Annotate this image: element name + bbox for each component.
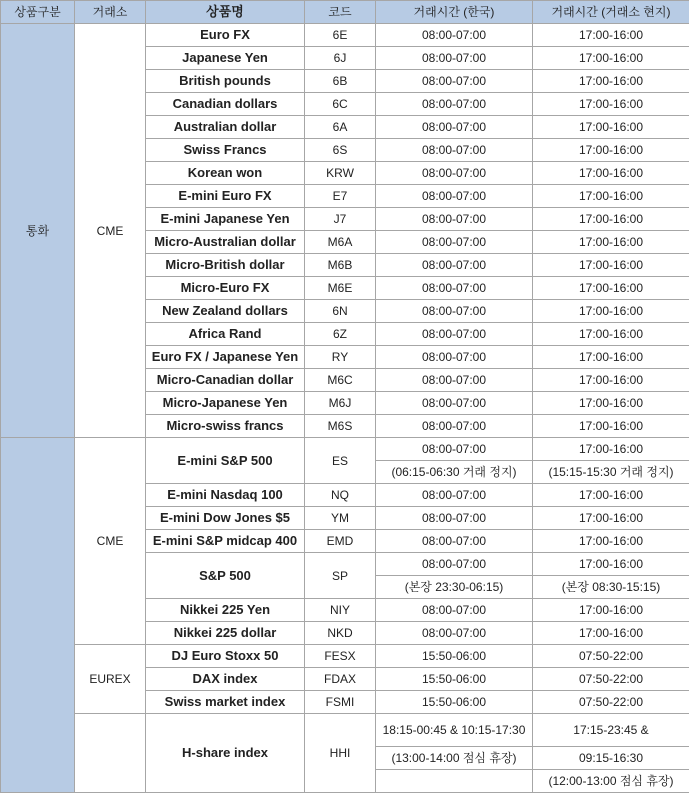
- product-code: M6B: [305, 254, 376, 277]
- hours-local: 07:50-22:00: [533, 691, 689, 714]
- product-name: Micro-swiss francs: [146, 415, 305, 438]
- product-name: Nikkei 225 Yen: [146, 599, 305, 622]
- hours-local: 17:00-16:00: [533, 622, 689, 645]
- hours-kr: 15:50-06:00: [376, 691, 533, 714]
- header-row: [1, 1, 689, 24]
- hours-kr: 08:00-07:00: [376, 70, 533, 93]
- product-name: DAX index: [146, 668, 305, 691]
- header-code: 코드: [305, 1, 376, 24]
- hours-local: 17:00-16:00: [533, 553, 689, 576]
- hours-kr: 08:00-07:00: [376, 185, 533, 208]
- product-name: New Zealand dollars: [146, 300, 305, 323]
- hours-kr: 18:15-00:45 & 10:15-17:30: [376, 714, 533, 747]
- hours-kr-note: (06:15-06:30 거래 정지): [376, 461, 533, 484]
- product-name: E-mini S&P 500: [146, 438, 305, 484]
- hours-kr: 08:00-07:00: [376, 369, 533, 392]
- hours-local: 17:00-16:00: [533, 231, 689, 254]
- product-name: Swiss market index: [146, 691, 305, 714]
- hours-local: 17:00-16:00: [533, 530, 689, 553]
- product-name: Micro-Euro FX: [146, 277, 305, 300]
- hours-local: 17:00-16:00: [533, 254, 689, 277]
- product-code: 6J: [305, 47, 376, 70]
- category-index: [1, 438, 75, 793]
- product-name: Swiss Francs: [146, 139, 305, 162]
- table-row: [1, 714, 689, 747]
- product-code: M6C: [305, 369, 376, 392]
- product-code: M6A: [305, 231, 376, 254]
- hours-kr: 08:00-07:00: [376, 392, 533, 415]
- product-code: SP: [305, 553, 376, 599]
- hours-kr: 08:00-07:00: [376, 24, 533, 47]
- hours-kr: 15:50-06:00: [376, 668, 533, 691]
- product-code: 6E: [305, 24, 376, 47]
- hours-kr: 08:00-07:00: [376, 47, 533, 70]
- exchange-cme-index: CME: [75, 438, 146, 645]
- hours-local: 17:00-16:00: [533, 277, 689, 300]
- product-name: Korean won: [146, 162, 305, 185]
- hours-kr: 08:00-07:00: [376, 323, 533, 346]
- product-code: 6N: [305, 300, 376, 323]
- product-code: KRW: [305, 162, 376, 185]
- table-row: [1, 645, 689, 668]
- hours-local: 17:00-16:00: [533, 24, 689, 47]
- product-name: Micro-Japanese Yen: [146, 392, 305, 415]
- hours-kr: 08:00-07:00: [376, 415, 533, 438]
- hours-local: 17:00-16:00: [533, 484, 689, 507]
- category-currency: 통화: [1, 24, 75, 438]
- product-code: M6S: [305, 415, 376, 438]
- product-name: S&P 500: [146, 553, 305, 599]
- product-code: FDAX: [305, 668, 376, 691]
- product-code: NQ: [305, 484, 376, 507]
- product-name: Nikkei 225 dollar: [146, 622, 305, 645]
- product-code: 6Z: [305, 323, 376, 346]
- product-code: NIY: [305, 599, 376, 622]
- hours-local: 17:00-16:00: [533, 507, 689, 530]
- product-name: Micro-Australian dollar: [146, 231, 305, 254]
- product-code: YM: [305, 507, 376, 530]
- product-code: ES: [305, 438, 376, 484]
- hours-kr: 08:00-07:00: [376, 93, 533, 116]
- hours-local: 17:00-16:00: [533, 47, 689, 70]
- hours-kr: 08:00-07:00: [376, 254, 533, 277]
- product-name: E-mini Dow Jones $5: [146, 507, 305, 530]
- hours-local: 17:15-23:45 &: [533, 714, 689, 747]
- hours-kr: 08:00-07:00: [376, 346, 533, 369]
- product-name: Canadian dollars: [146, 93, 305, 116]
- product-name: Euro FX: [146, 24, 305, 47]
- exchange-cme-currency: CME: [75, 24, 146, 438]
- product-code: M6J: [305, 392, 376, 415]
- hours-local-note: (본장 08:30-15:15): [533, 576, 689, 599]
- product-name: Micro-British dollar: [146, 254, 305, 277]
- hours-local: 17:00-16:00: [533, 93, 689, 116]
- product-name: Euro FX / Japanese Yen: [146, 346, 305, 369]
- header-hours-kr: 거래시간 (한국): [376, 1, 533, 24]
- product-name: British pounds: [146, 70, 305, 93]
- hours-kr: 08:00-07:00: [376, 116, 533, 139]
- hours-local: 17:00-16:00: [533, 415, 689, 438]
- hours-kr: 08:00-07:00: [376, 162, 533, 185]
- table-row: [1, 24, 689, 47]
- hours-kr: 08:00-07:00: [376, 208, 533, 231]
- product-code: M6E: [305, 277, 376, 300]
- hours-local: 17:00-16:00: [533, 70, 689, 93]
- hours-kr: 08:00-07:00: [376, 484, 533, 507]
- product-name: Africa Rand: [146, 323, 305, 346]
- hours-kr: 08:00-07:00: [376, 231, 533, 254]
- exchange-eurex: EUREX: [75, 645, 146, 714]
- product-code: 6S: [305, 139, 376, 162]
- hours-kr: 08:00-07:00: [376, 622, 533, 645]
- hours-local: 17:00-16:00: [533, 392, 689, 415]
- product-name: Australian dollar: [146, 116, 305, 139]
- table-row: [1, 438, 689, 461]
- product-code: NKD: [305, 622, 376, 645]
- product-code: HHI: [305, 714, 376, 793]
- hours-kr: 08:00-07:00: [376, 599, 533, 622]
- hours-kr: 08:00-07:00: [376, 300, 533, 323]
- product-name: Micro-Canadian dollar: [146, 369, 305, 392]
- hours-local-note: (15:15-15:30 거래 정지): [533, 461, 689, 484]
- hours-local: 17:00-16:00: [533, 438, 689, 461]
- header-exchange: 거래소: [75, 1, 146, 24]
- hours-local: 17:00-16:00: [533, 116, 689, 139]
- product-code: EMD: [305, 530, 376, 553]
- header-hours-local: 거래시간 (거래소 현지): [533, 1, 689, 24]
- hours-kr: 08:00-07:00: [376, 507, 533, 530]
- hours-kr: 08:00-07:00: [376, 438, 533, 461]
- product-code: 6C: [305, 93, 376, 116]
- hours-local-note: (12:00-13:00 점심 휴장): [533, 770, 689, 793]
- product-name: H-share index: [146, 714, 305, 793]
- header-product: 상품명: [146, 1, 305, 24]
- product-code: 6B: [305, 70, 376, 93]
- hours-kr-empty: [376, 770, 533, 793]
- product-code: J7: [305, 208, 376, 231]
- exchange-hhi-blank: [75, 714, 146, 793]
- hours-local: 17:00-16:00: [533, 208, 689, 231]
- product-code: RY: [305, 346, 376, 369]
- hours-kr: 08:00-07:00: [376, 277, 533, 300]
- header-category: 상품구분: [1, 1, 75, 24]
- hours-kr: 08:00-07:00: [376, 553, 533, 576]
- hours-local: 17:00-16:00: [533, 323, 689, 346]
- product-name: E-mini Euro FX: [146, 185, 305, 208]
- hours-kr-note: (본장 23:30-06:15): [376, 576, 533, 599]
- product-name: DJ Euro Stoxx 50: [146, 645, 305, 668]
- hours-kr-note: (13:00-14:00 점심 휴장): [376, 747, 533, 770]
- hours-local: 17:00-16:00: [533, 599, 689, 622]
- product-name: E-mini Nasdaq 100: [146, 484, 305, 507]
- product-name: Japanese Yen: [146, 47, 305, 70]
- hours-local-2: 09:15-16:30: [533, 747, 689, 770]
- product-code: 6A: [305, 116, 376, 139]
- hours-kr: 15:50-06:00: [376, 645, 533, 668]
- product-name: E-mini Japanese Yen: [146, 208, 305, 231]
- hours-local: 17:00-16:00: [533, 300, 689, 323]
- hours-kr: 08:00-07:00: [376, 139, 533, 162]
- hours-local: 17:00-16:00: [533, 139, 689, 162]
- product-name: E-mini S&P midcap 400: [146, 530, 305, 553]
- hours-local: 17:00-16:00: [533, 346, 689, 369]
- hours-local: 07:50-22:00: [533, 645, 689, 668]
- product-code: FESX: [305, 645, 376, 668]
- product-code: E7: [305, 185, 376, 208]
- hours-local: 07:50-22:00: [533, 668, 689, 691]
- hours-local: 17:00-16:00: [533, 162, 689, 185]
- product-code: FSMI: [305, 691, 376, 714]
- hours-local: 17:00-16:00: [533, 185, 689, 208]
- hours-kr: 08:00-07:00: [376, 530, 533, 553]
- hours-local: 17:00-16:00: [533, 369, 689, 392]
